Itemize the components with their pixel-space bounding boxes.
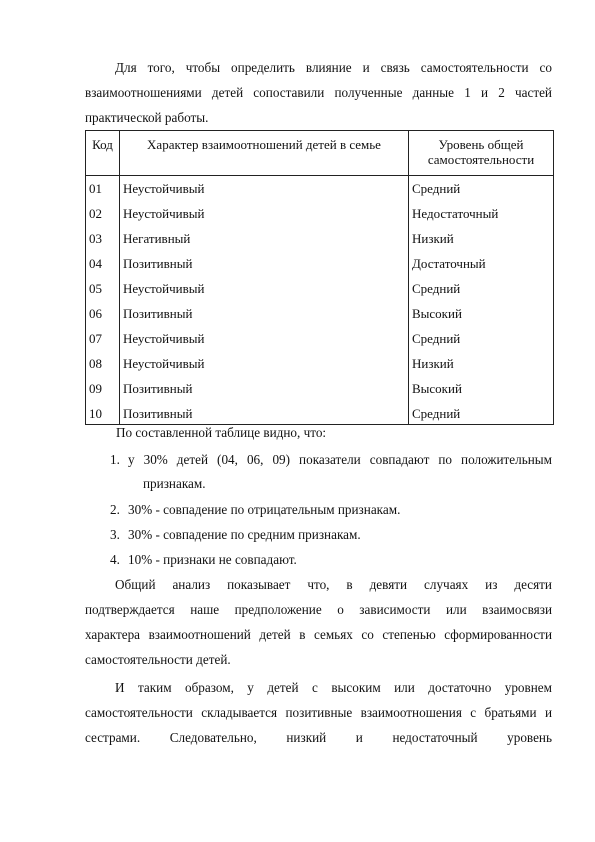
intro-line-3: практической работы. [85, 110, 209, 125]
conclusion-line-1: И таким образом, у детей с высоким или достаточно уровнем [115, 680, 552, 695]
list-number-1: 1. [110, 452, 120, 467]
cell-code: 08 [86, 351, 120, 376]
table-row [86, 301, 554, 326]
table-row [86, 276, 554, 301]
cell-relationship: Неустойчивый [120, 276, 409, 301]
table-row [86, 226, 554, 251]
list-item-3: 30% - совпадение по средним признакам. [128, 527, 361, 542]
table-row [86, 401, 554, 425]
header-relationship: Характер взаимоотношений детей в семье [120, 131, 409, 176]
list-number-4: 4. [110, 552, 120, 567]
list-item-2: 30% - совпадение по отрицательным признакам. [128, 502, 401, 517]
header-code: Код [86, 131, 120, 176]
cell-level: Средний [409, 176, 554, 202]
list-number-2: 2. [110, 502, 120, 517]
cell-level: Недостаточный [409, 201, 554, 226]
cell-level: Высокий [409, 376, 554, 401]
cell-code: 04 [86, 251, 120, 276]
cell-relationship: Позитивный [120, 376, 409, 401]
analysis-line-4: самостоятельности детей. [85, 652, 231, 667]
cell-relationship: Неустойчивый [120, 176, 409, 202]
cell-level: Низкий [409, 226, 554, 251]
cell-relationship: Негативный [120, 226, 409, 251]
intro-line-2: взаимоотношениями детей сопоставили полученные данные 1 и 2 частей [85, 85, 552, 100]
cell-code: 02 [86, 201, 120, 226]
cell-relationship: Неустойчивый [120, 201, 409, 226]
cell-code: 06 [86, 301, 120, 326]
header-level: Уровень общей самостоятельности [409, 131, 554, 176]
cell-code: 03 [86, 226, 120, 251]
list-item-1-line-2: признакам. [143, 476, 206, 491]
table-row [86, 376, 554, 401]
cell-level: Высокий [409, 301, 554, 326]
summary-intro: По составленной таблице видно, что: [116, 425, 327, 440]
table-header-row [86, 131, 554, 176]
cell-code: 09 [86, 376, 120, 401]
table-row [86, 251, 554, 276]
cell-code: 10 [86, 401, 120, 425]
analysis-line-2: подтверждается наше предположение о зависимости или взаимосвязи [85, 602, 552, 617]
list-number-3: 3. [110, 527, 120, 542]
cell-level: Средний [409, 276, 554, 301]
list-item-4: 10% - признаки не совпадают. [128, 552, 297, 567]
conclusion-line-3: сестрами. Следовательно, низкий и недостаточный уровень [85, 730, 552, 745]
cell-code: 01 [86, 176, 120, 202]
analysis-line-1: Общий анализ показывает что, в девяти случаях из десяти [115, 577, 552, 592]
table-row [86, 351, 554, 376]
relationship-table [85, 130, 554, 425]
table-row [86, 201, 554, 226]
intro-line-1: Для того, чтобы определить влияние и связь самостоятельности со [115, 60, 552, 75]
cell-level: Достаточный [409, 251, 554, 276]
analysis-line-3: характера взаимоотношений детей в семьях со степенью сформированности [85, 627, 552, 642]
cell-relationship: Неустойчивый [120, 326, 409, 351]
cell-relationship: Позитивный [120, 301, 409, 326]
list-item-1-line-1: у 30% детей (04, 06, 09) показатели совпадают по положительным [128, 452, 552, 467]
cell-level: Низкий [409, 351, 554, 376]
cell-code: 05 [86, 276, 120, 301]
table-row [86, 326, 554, 351]
cell-relationship: Неустойчивый [120, 351, 409, 376]
cell-relationship: Позитивный [120, 401, 409, 425]
table-row [86, 176, 554, 202]
conclusion-line-2: самостоятельности складывается позитивные взаимоотношения с братьями и [85, 705, 552, 720]
cell-level: Средний [409, 401, 554, 425]
cell-relationship: Позитивный [120, 251, 409, 276]
cell-level: Средний [409, 326, 554, 351]
cell-code: 07 [86, 326, 120, 351]
